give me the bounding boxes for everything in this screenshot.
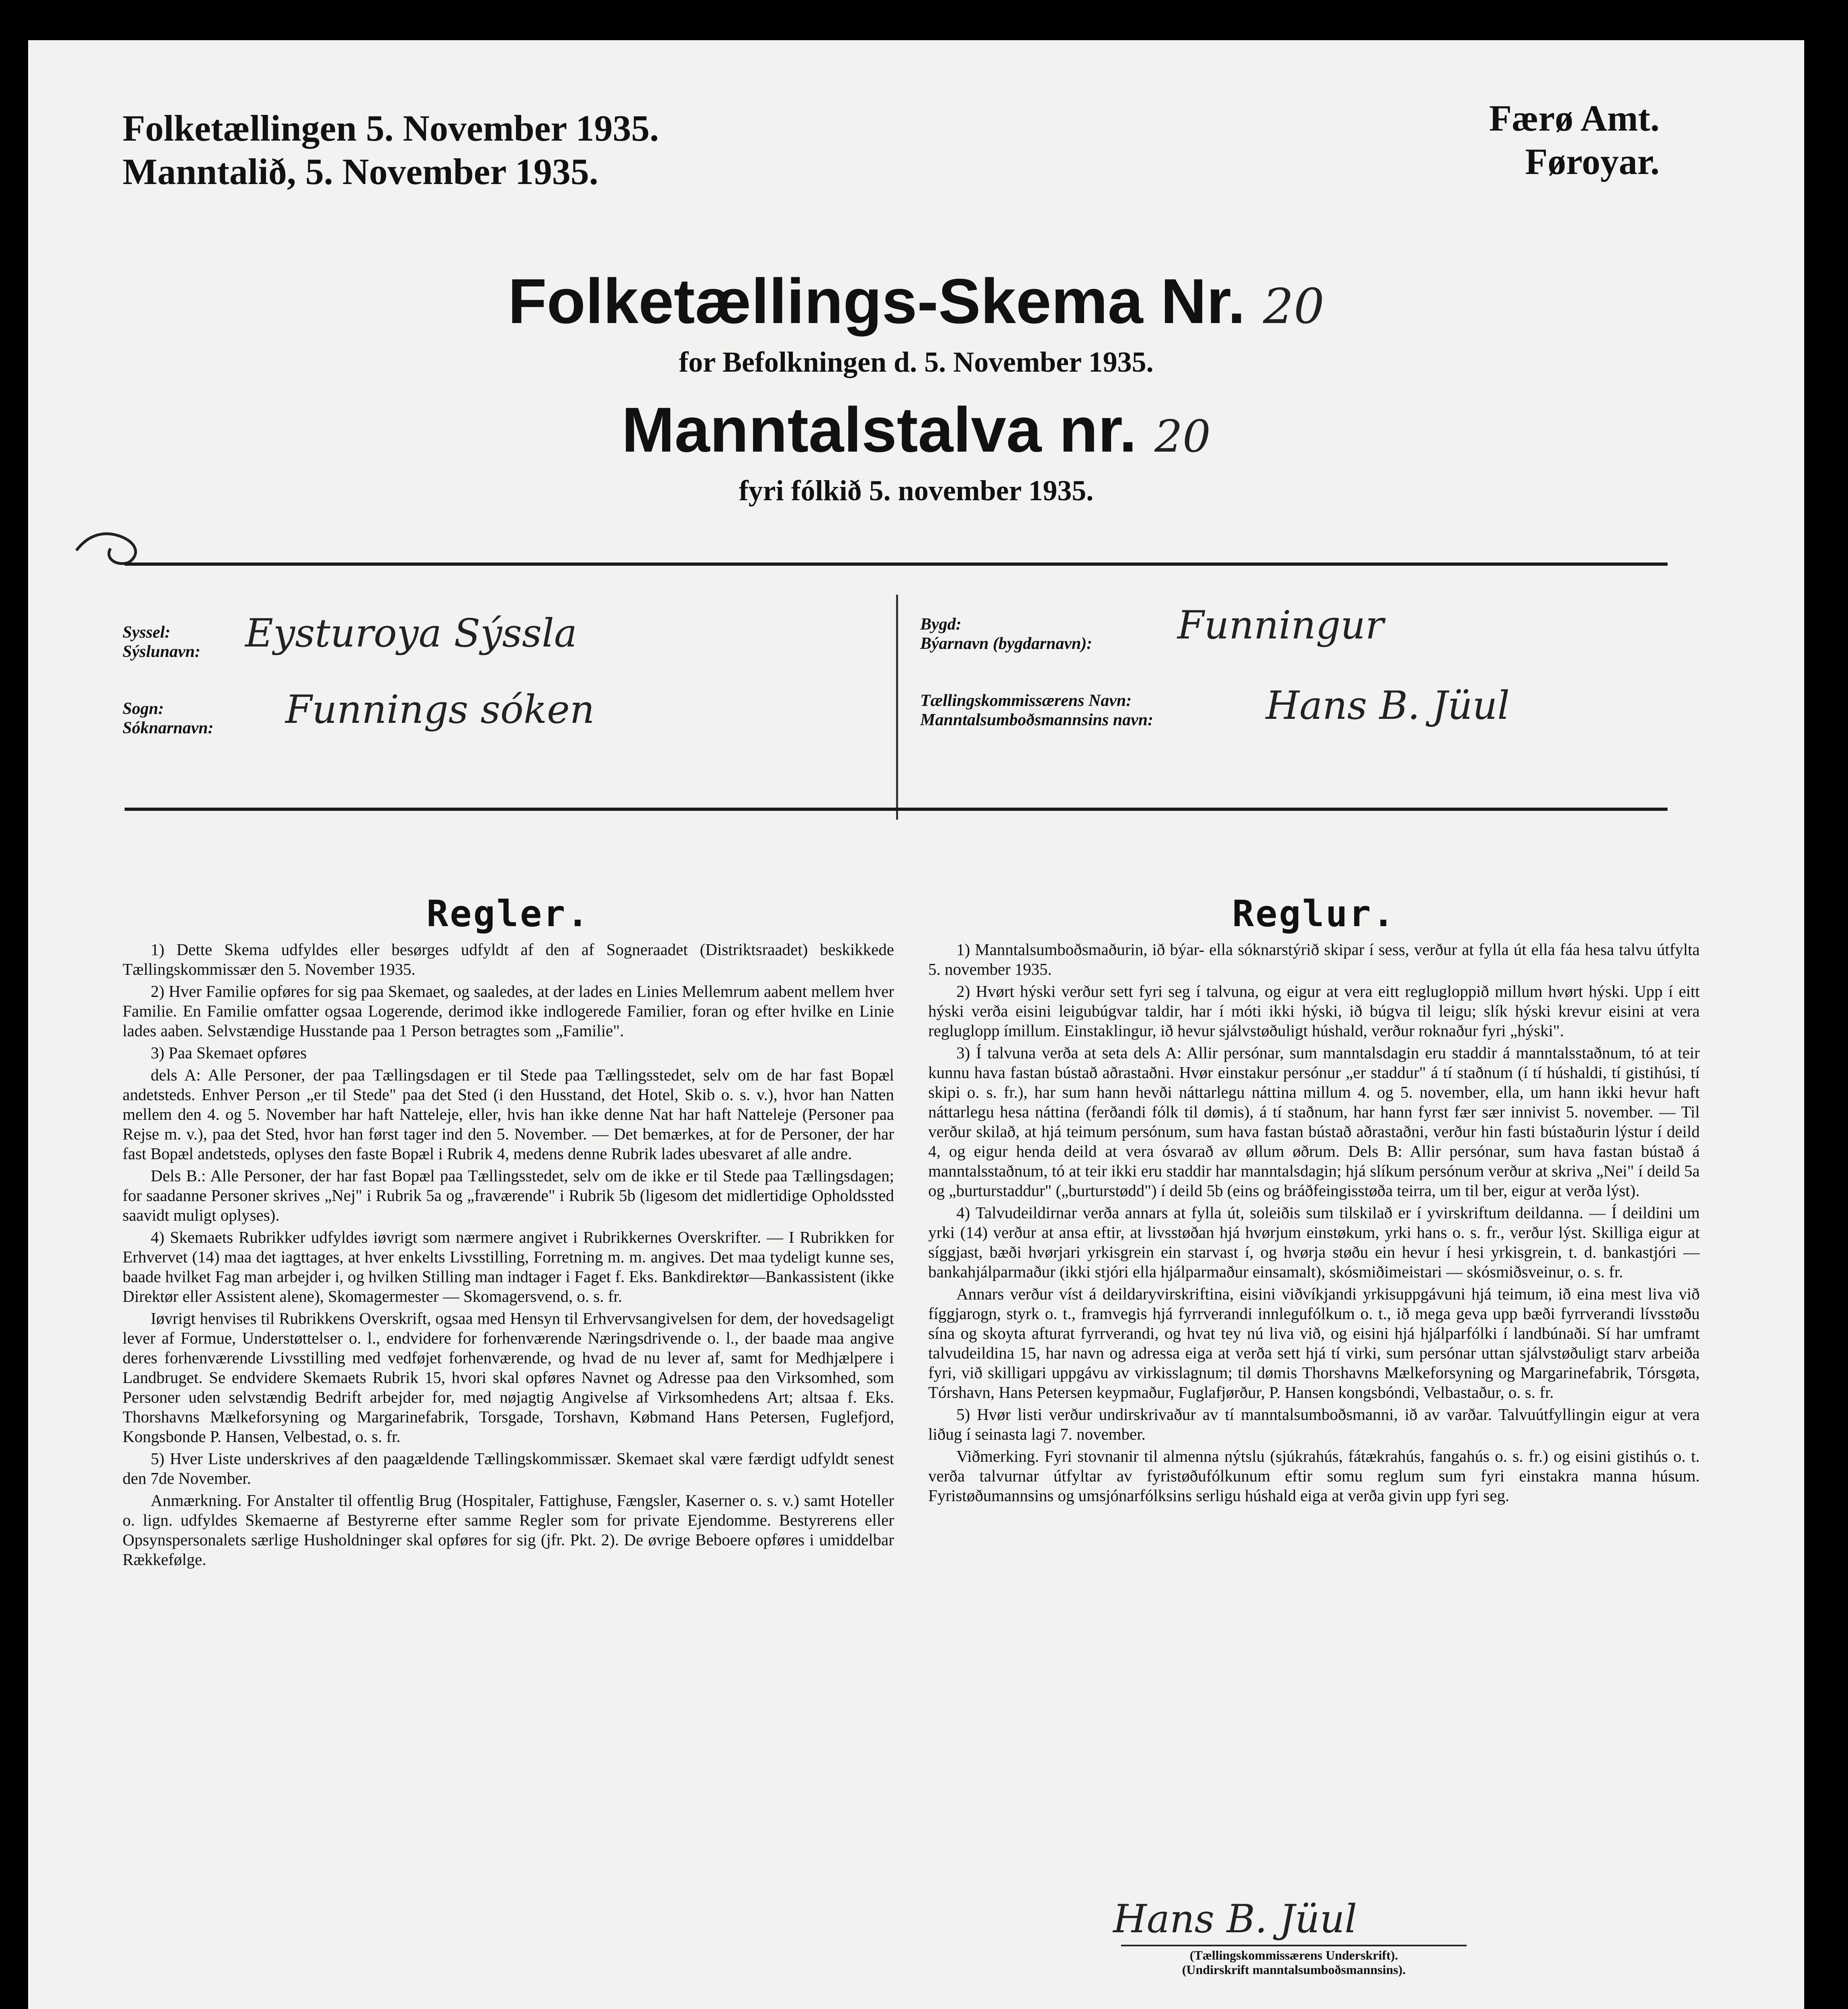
- syssel-label-da: Syssel:: [123, 623, 170, 642]
- header-left: [123, 106, 659, 193]
- bygd-label-fo: Býarnavn (bygdarnavn):: [920, 634, 1093, 653]
- regler-paragraph: Dels B.: Alle Personer, der har fast Bopæl paa Tællingsstedet, selv om de ikke er til Stede paa Tællingsdagen; for saadanne Personer skrives „Nej" i Rubrik 5a og „fraværende" i Rubrik 5b (ligesom det midlertidige Opholdssted saavidt muligt oplyses).: [123, 1166, 894, 1224]
- form-number-da: 20: [1263, 279, 1324, 335]
- regler-paragraph: Anmærkning. For Anstalter til offentlig Brug (Hospitaler, Fattighuse, Fængsler, Kaserner o. s. v.) samt Hoteller o. lign. udfyldes Skemaerne af Bestyrerne efter samme Regler som for private Ejendomme. Bestyrerens eller Opsynspersonalets særlige Husholdninger skal opføres for sig (jfr. Pkt. 2). De øvrige Beboere opføres i umiddelbar Rækkefølge.: [123, 1491, 894, 1569]
- kommissaer-label-fo: Manntalsumboðsmannsins navn:: [920, 711, 1154, 729]
- reglur-paragraph: 3) Í talvuna verða at seta dels A: Allir persónar, sum manntalsdagin eru staddir á manntalsstaðnum, tó at teir kunnu hava fastan bústað aðrastaðni. Hvør einstakur persónur „er staddur" á tí staðnum (í tí húshaldi, tí gistihúsi, tí skipi o. s. fr.), har sum hann hevði náttarlegu náttina millum 4. og 5. november, ella, um hann ikki hevur haft náttarlegu hesa náttina (ferðandi fólk til dømis), á tí staðnum, har hann fyrst fær sær innivist 5. november. — Til verður skilað, at hjá teimum persónum, sum hava fastan bústað aðrastaðni, verður hin fasti bústaðurin lýstur í deild 4, og eigur henda deild at vera ósvarað av øllum øðrum. Dels B: Allir persónar, sum hava fastan bústað á manntalsstaðnum, tó at teir ikki eru staddir har manntalsdagin; hjá slíkum persónum verður at skriva „Nei" í deild 5a og „burturstaddur" („burturstødd") í deild 5b (eins og bráðfeingisstøða teirra, um til ber, eigur at verða lýst).: [928, 1043, 1700, 1200]
- form-subtitle-fo: fyri fólkið 5. november 1935.: [739, 475, 1094, 507]
- kommissaer-value: Hans B. Jüul: [1266, 683, 1510, 728]
- form-title-fo: [28, 394, 1804, 466]
- reglur-paragraph: 1) Manntalsumboðsmaðurin, ið býar- ella sóknarstýrið skipar í sess, verður at fylla út ella fáa hesa talvu útfylta 5. november 1935.: [928, 940, 1700, 978]
- regler-heading: Regler.: [426, 893, 590, 935]
- bygd-label-da: Bygd:: [920, 615, 962, 634]
- regler-paragraph: Iøvrigt henvises til Rubrikkens Overskrift, ogsaa med Hensyn til Erhvervsangivelsen for dem, der hovedsageligt lever af Formue, Understøttelser o. l., endvidere for forhenværende Næringsdrivende o. l., der baade maa angive deres forhenværende Livsstilling med vedføjet forhenværende, og hvad de nu lever af, samt for Medhjælpere i Landbruget. Se endvidere Skemaets Rubrik 15, hvori skal opføres Navnet og Adresse paa den Virksomhed, som Personer uden selvstændig Bedrift arbejder for, med nøjagtig Angivelse af Virksomhedens Art; altsaa f. Eks. Thorshavns Mælkeforsyning og Margarinefabrik, Torsgade, Torshavn, Købmand Hans Petersen, Fuglefjord, Kongsbonde P. Hansen, Velbestad, o. s. fr.: [123, 1309, 894, 1446]
- syssel-label-fo: Sýslunavn:: [123, 642, 201, 661]
- regler-paragraph: 4) Skemaets Rubrikker udfyldes iøvrigt som nærmere angivet i Rubrikkernes Overskrifter. — I Rubrikken for Erhvervet (14) maa det iagttages, at hver enkelts Livsstilling, Forretning m. m. angives. Det maa tydeligt kunne ses, baade hvilket Fag man arbejder i, og hvilken Stilling man indtager i Faget f. Eks. Bankdirektør—Bankassistent (ikke Direktør eller Assistent alene), Skomagermester — Skomagersvend, o. s. fr.: [123, 1228, 894, 1305]
- syssel-label: [123, 623, 201, 661]
- regler-paragraph: 3) Paa Skemaet opføres: [151, 1043, 307, 1062]
- syssel-value: Eysturoya Sýssla: [245, 611, 577, 656]
- form-title-da: [28, 265, 1804, 338]
- reglur-paragraph: 4) Talvudeildirnar verða annars at fylla út, soleiðis sum tilskilað er í yvirskriftum deildanna. — Í deildini um yrki (14) verður at ansa eftir, at livsstøðan hjá hvørjum einstøkum, yrki hans o. s. fr., verður lýst. Skilliga eigur at síggjast, bæði hvørjari yrkisgrein ein starvast í, og hvørja støðu ein hevur í hesi yrkisgrein, t. d. bankastjóri — bankahjálparmaður (ikki stjóri ella hjálparmaður einsamalt), skósmiðimeistari — skósmiðsveinur, o. s. fr.: [928, 1203, 1700, 1281]
- regler-paragraph: dels A: Alle Personer, der paa Tællingsdagen er til Stede paa Tællingsstedet, selv om de har fast Bopæl andetsteds. Enhver Person „er til Stede" paa det Sted (i den Husstand, det Hotel, Skib o. s. v.), hvor han Natten mellem den 4. og 5. November har haft Natteleje, eller, hvis han ikke denne Nat har haft Natteleje (Personer paa Rejse m. v.), paa det Sted, hvor han først tager ind den 5. November. — Det bemærkes, at for de Personer, der har fast Bopæl andetsteds, oplyses den faste Bopæl i Rubrik 4, medens denne Rubrik lades ubesvaret af alle andre.: [123, 1066, 894, 1163]
- reglur-paragraph: 2) Hvørt hýski verður sett fyri seg í talvuna, og eigur at vera eitt reglugloppið millum hvørt hýski. Upp í eitt hýski verða eisini leigubúgvar taldir, har í móti ikki hýski, ið búgva til leigu; slík hýski krevur eisini at vera regluglopp ímillum. Einstaklingur, ið hevur sjálvstøðuligt húshald, verður roknaður fyri „hýski".: [928, 982, 1700, 1040]
- header-right: [1489, 96, 1660, 183]
- reglur-column: [928, 893, 1700, 1508]
- header-region-fo: Føroyar.: [1525, 141, 1660, 182]
- reglur-heading: Reglur.: [1232, 893, 1396, 935]
- signature-caption-da: (Tællingskommissærens Underskrift).: [1189, 1948, 1398, 1962]
- signature-line: [1121, 1945, 1467, 1946]
- sogn-label-fo: Sóknarnavn:: [123, 719, 214, 737]
- reglur-paragraph: Viðmerking. Fyri stovnanir til almenna nýtslu (sjúkrahús, fátækrahús, fangahús o. s. fr.) og eisini gistihús o. t. verða talvurnar útfyltar av fyristøðufólkunum eftir somu reglum sum fyri einstakra manna húsum. Fyristøðumannsins og umsjónarfólksins serligu húshald eiga at verða givin upp fyri seg.: [928, 1447, 1700, 1505]
- sogn-label-da: Sogn:: [123, 700, 164, 718]
- divider-middle: [125, 808, 1668, 811]
- regler-paragraph: 2) Hver Familie opføres for sig paa Skemaet, og saaledes, at der lades en Linies Mellemrum aabent mellem hver Familie. En Familie omfatter ogsaa Logerende, derimod ikke indlogerede Familier, foran og efter hvilke en Linie lades aaben. Selvstændige Husstande paa 1 Person betragtes som „Familie".: [123, 982, 894, 1040]
- regler-column: [123, 893, 894, 1572]
- divider-top: [125, 563, 1668, 566]
- kommissaer-label-da: Tællingskommissærens Navn:: [920, 691, 1132, 710]
- signature: Hans B. Jüul: [1113, 1896, 1357, 1941]
- header-census-title-da: Folketællingen 5. November 1935.: [123, 108, 659, 149]
- regler-paragraph: 1) Dette Skema udfyldes eller besørges udfyldt af den af Sogneraadet (Distriktsraadet) beskikkede Tællingskommissær den 5. November 1935.: [123, 940, 894, 978]
- form-subtitle-da: for Befolkningen d. 5. November 1935.: [679, 346, 1154, 378]
- reglur-paragraph: Annars verður víst á deildaryvirskriftina, eisini viðvíkjandi yrkisuppgávuni hjá teimum, ið eina mest liva við fíggjarogn, styrk o. t., framvegis hjá fyrrverandi innlegufólkum o. t., ið mega geva upp bæði fyrrverandi lívsstøðu sína og skoyta afturat fyrrverandi, og hvat tey nú liva við, og eisini hjá hjálparfólki í landbúnaði. Sí har umframt talvudeildina 15, har navn og adressa eiga at verða sett hjá tí virki, sum persónar uttan sjálvstøðuligt starv arbeiða fyri, við skilligari uppgávu av virkisslagnum; til dømis Thorshavns Mælkeforsyning og Margarinefabrik, Tórsgøta, Tórshavn, Hans Petersen keypmaður, Fuglafjørður, P. Hansen kongsbóndi, Velbastaður, o. s. fr.: [928, 1285, 1700, 1401]
- divider-vertical: [896, 595, 898, 820]
- header-region-da: Færø Amt.: [1489, 98, 1660, 139]
- sogn-value: Funnings sóken: [285, 687, 595, 732]
- signature-caption: [1121, 1948, 1467, 1977]
- signature-caption-fo: (Undirskrift manntalsumboðsmannsins).: [1182, 1962, 1406, 1977]
- kommissaer-label: [920, 691, 1153, 730]
- form-title-fo-text: Manntalstalva nr.: [622, 395, 1137, 465]
- regler-paragraph: 5) Hver Liste underskrives af den paagældende Tællingskommissær. Skemaet skal være færdigt udfyldt senest den 7de November.: [123, 1449, 894, 1487]
- bygd-label: [920, 615, 1092, 653]
- reglur-paragraph: 5) Hvør listi verður undirskrivaður av tí manntalsumboðsmanni, ið av varðar. Talvuútfyllingin eigur at vera liðug í seinasta lagi 7. november.: [928, 1405, 1700, 1443]
- census-form-sheet: [28, 40, 1804, 2009]
- form-number-fo: 20: [1154, 411, 1211, 462]
- form-title-da-text: Folketællings-Skema Nr.: [508, 266, 1246, 337]
- header-census-title-fo: Manntalið, 5. November 1935.: [123, 151, 599, 192]
- sogn-label: [123, 699, 213, 738]
- bygd-value: Funningur: [1177, 603, 1384, 648]
